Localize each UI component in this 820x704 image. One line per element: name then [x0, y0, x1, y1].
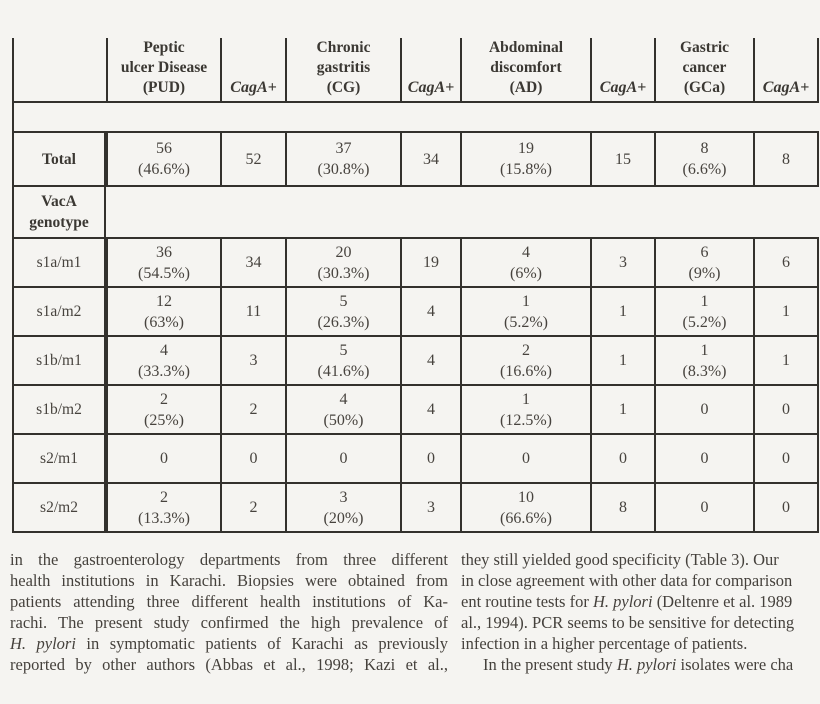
table-header-row	[12, 38, 819, 103]
table-cell: 1	[590, 386, 654, 433]
table-cell: 37 (30.8%)	[285, 133, 400, 185]
table-cell: 19 (15.8%)	[460, 133, 590, 185]
table-cell: 1	[753, 288, 817, 335]
table-cell: 3	[400, 484, 460, 531]
table-cell: 8	[753, 133, 817, 185]
header-cell-empty	[12, 38, 106, 102]
text-line: in the gastroenterology departments from three different	[10, 550, 448, 569]
table-cell: 34	[400, 133, 460, 185]
table-cell: 0	[400, 435, 460, 482]
table-cell: 12 (63%)	[106, 288, 220, 335]
table-spacer-row	[12, 103, 819, 133]
text-line: In the present study H. pylori isolates were cha	[483, 655, 794, 674]
table-cell: 1	[590, 288, 654, 335]
table-cell: 36 (54.5%)	[106, 239, 220, 286]
table-cell: 0	[753, 386, 817, 433]
header-cell-pud: Peptic ulcer Disease (PUD)	[106, 38, 220, 102]
text-line: in close agreement with other data for comparison	[461, 571, 793, 590]
text-line: health institutions in Karachi. Biopsies were obtained from	[10, 571, 448, 590]
row-label: s2/m1	[12, 435, 106, 482]
table-cell: 10 (66.6%)	[460, 484, 590, 531]
table-cell: 8 (6.6%)	[654, 133, 753, 185]
table-row	[12, 239, 819, 288]
table-cell: 0	[654, 435, 753, 482]
table-cell: 20 (30.3%)	[285, 239, 400, 286]
table-cell: 8	[590, 484, 654, 531]
text-line: rachi. The present study confirmed the high prevalence of	[10, 613, 448, 632]
body-text-left-column	[10, 549, 448, 675]
text-line: H. pylori in symptomatic patients of Karachi as previously	[10, 634, 448, 653]
table-cell: 0	[460, 435, 590, 482]
table-cell: 0	[285, 435, 400, 482]
row-label: s1b/m2	[12, 386, 106, 433]
section-label: VacA genotype	[12, 187, 106, 237]
table-cell: 4	[400, 337, 460, 384]
table-cell: 2	[220, 484, 285, 531]
header-cell-caga-4: CagA+	[753, 38, 817, 102]
results-table	[12, 38, 819, 533]
table-cell: 3	[220, 337, 285, 384]
table-cell: 2 (25%)	[106, 386, 220, 433]
table-row	[12, 386, 819, 435]
vaca-genotype-row	[12, 187, 819, 239]
table-cell: 2	[220, 386, 285, 433]
header-cell-gca: Gastric cancer (GCa)	[654, 38, 753, 102]
body-text-right-column	[461, 549, 820, 675]
text-line: they still yielded good specificity (Table 3). Our	[461, 550, 779, 569]
row-label: s2/m2	[12, 484, 106, 531]
text-line: al., 1994). PCR seems to be sensitive for detecting	[461, 613, 795, 632]
table-cell: 6 (9%)	[654, 239, 753, 286]
table-cell: 1 (8.3%)	[654, 337, 753, 384]
table-cell: 0	[106, 435, 220, 482]
table-cell: 4 (50%)	[285, 386, 400, 433]
text-line: reported by other authors (Abbas et al., 1998; Kazi et al.,	[10, 655, 448, 674]
table-cell: 5 (41.6%)	[285, 337, 400, 384]
table-cell: 3	[590, 239, 654, 286]
table-cell: 6	[753, 239, 817, 286]
table-cell: 0	[753, 435, 817, 482]
table-cell: 4	[400, 386, 460, 433]
table-cell: 1 (12.5%)	[460, 386, 590, 433]
table-cell: 4	[400, 288, 460, 335]
header-cell-caga-3: CagA+	[590, 38, 654, 102]
table-cell: 5 (26.3%)	[285, 288, 400, 335]
table-cell: 15	[590, 133, 654, 185]
header-cell-cg: Chronic gastritis (CG)	[285, 38, 400, 102]
table-row	[12, 484, 819, 533]
table-cell: 52	[220, 133, 285, 185]
table-cell: 1 (5.2%)	[654, 288, 753, 335]
table-cell: 0	[654, 484, 753, 531]
table-cell: 0	[220, 435, 285, 482]
text-line: patients attending three different health institutions of Ka-	[10, 592, 448, 611]
table-cell: 4 (6%)	[460, 239, 590, 286]
row-label: s1a/m2	[12, 288, 106, 335]
table-row	[12, 288, 819, 337]
table-cell: 11	[220, 288, 285, 335]
table-cell: 3 (20%)	[285, 484, 400, 531]
table-row	[12, 133, 819, 187]
table-cell: 1 (5.2%)	[460, 288, 590, 335]
header-cell-ad: Abdominal discomfort (AD)	[460, 38, 590, 102]
row-label: s1a/m1	[12, 239, 106, 286]
text-line: infection in a higher percentage of patients.	[461, 634, 748, 653]
header-cell-caga-2: CagA+	[400, 38, 460, 102]
table-cell: 1	[590, 337, 654, 384]
text-line: ent routine tests for H. pylori (Deltenre et al. 1989	[461, 592, 793, 611]
table-cell: 0	[753, 484, 817, 531]
table-cell: 1	[753, 337, 817, 384]
table-cell: 0	[654, 386, 753, 433]
table-body	[12, 133, 819, 533]
table-cell: 2 (13.3%)	[106, 484, 220, 531]
table-cell: 34	[220, 239, 285, 286]
table-cell: 0	[590, 435, 654, 482]
row-label: s1b/m1	[12, 337, 106, 384]
table-cell: 56 (46.6%)	[106, 133, 220, 185]
header-cell-caga-1: CagA+	[220, 38, 285, 102]
table-cell: 2 (16.6%)	[460, 337, 590, 384]
table-cell: 4 (33.3%)	[106, 337, 220, 384]
row-label: Total	[12, 133, 106, 185]
table-row	[12, 435, 819, 484]
table-cell: 19	[400, 239, 460, 286]
table-row	[12, 337, 819, 386]
